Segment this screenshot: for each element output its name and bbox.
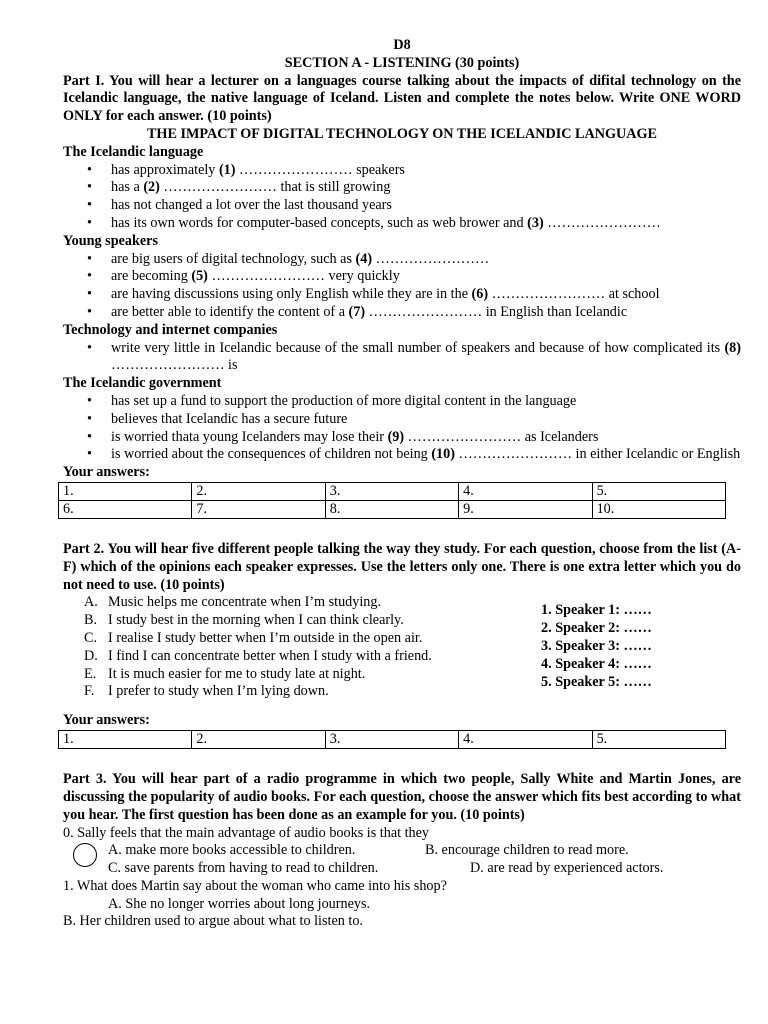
option-letter: E. (84, 665, 97, 682)
list-item (111, 429, 741, 447)
question-0: 0. Sally feels that the main advantage of audio books is that they (63, 824, 430, 841)
option-letter: A. (84, 594, 98, 611)
list-item (84, 683, 524, 701)
option-text: Music helps me concentrate when I’m studying. (108, 594, 382, 611)
notes-heading: Young speakers (63, 232, 158, 249)
answer-blank[interactable]: …………………… (547, 214, 661, 231)
note-text: speakers (352, 161, 405, 178)
option-text: I find I can concentrate better when I study with a friend. (108, 647, 432, 664)
note-text: as Icelanders (521, 428, 599, 445)
answer-blank[interactable]: …………………… (491, 286, 606, 303)
answer-cell[interactable]: 3. (325, 482, 458, 500)
notes-list (63, 340, 741, 376)
note-text: write very little in Icelandic because of the small number of speakers and because of how complicated its (111, 339, 725, 356)
note-text: are better able to identify the content of a (111, 303, 349, 320)
list-item (111, 179, 741, 197)
blank-number: (7) (348, 303, 366, 320)
note-text: that is still growing (276, 179, 391, 196)
note-text: are becoming (111, 268, 192, 285)
part2-answer-table (58, 730, 726, 749)
answer-blank[interactable]: …………………… (111, 357, 225, 374)
option-a[interactable]: A. make more books accessible to children. (108, 842, 356, 859)
blank-number: (8) (724, 339, 741, 356)
blank-number: (6) (471, 286, 489, 303)
answer-blank[interactable]: …………………… (239, 161, 353, 178)
note-text: is worried about the consequences of children not being (111, 446, 432, 463)
answer-blank[interactable]: …………………… (375, 250, 490, 267)
speaker-answer[interactable]: 4. Speaker 4: …… (541, 655, 652, 672)
list-item (84, 594, 524, 612)
answer-cell[interactable]: 1. (59, 731, 192, 749)
speaker-answer-list (541, 602, 652, 691)
answer-cell[interactable]: 5. (592, 731, 725, 749)
answer-cell[interactable]: 3. (325, 731, 458, 749)
answer-cell[interactable]: 10. (592, 500, 725, 518)
note-text: is (224, 357, 238, 374)
answer-cell[interactable]: 6. (59, 500, 192, 518)
option-b[interactable]: B. encourage children to read more. (425, 842, 629, 859)
blank-number: (1) (218, 161, 236, 178)
table-row (59, 731, 726, 749)
answer-cell[interactable]: 2. (192, 731, 325, 749)
answer-cell[interactable]: 4. (459, 731, 592, 749)
list-item (111, 215, 741, 233)
option-letter: B. (84, 612, 98, 629)
note-text: has its own words for computer-based concepts, such as web brower and (111, 214, 528, 231)
notes-heading: Technology and internet companies (63, 321, 278, 338)
list-item (111, 197, 741, 215)
note-text: in English than Icelandic (482, 303, 628, 320)
answer-blank[interactable]: …………………… (458, 446, 572, 463)
question-1: 1. What does Martin say about the woman who came into his shop? (63, 877, 447, 894)
speaker-answer[interactable]: 5. Speaker 5: …… (541, 673, 652, 690)
answer-cell[interactable]: 8. (325, 500, 458, 518)
part1-title: THE IMPACT OF DIGITAL TECHNOLOGY ON THE ICELANDIC LANGUAGE (146, 125, 658, 142)
part2-instruction: Part 2. You will hear five different people talking the way they study. For each question, choose from the list (A-F) which of the opinions each speaker expresses. Use the letters only one. There is one extra letter which you do not need to use. (10 points) (63, 540, 741, 593)
list-item (111, 411, 741, 429)
option-b[interactable]: B. Her children used to argue about what to listen to. (63, 913, 363, 930)
answer-blank[interactable]: …………………… (211, 268, 325, 285)
notes-list (63, 251, 741, 322)
option-d[interactable]: D. are read by experienced actors. (470, 860, 664, 877)
list-item (111, 446, 741, 464)
notes-heading: The Icelandic language (63, 143, 204, 160)
note-text: are big users of digital technology, such as (111, 250, 356, 267)
option-text: I realise I study better when I’m outside in the open air. (108, 629, 423, 646)
part1-instruction: Part I. You will hear a lecturer on a languages course talking about the impacts of difital technology on the Icelandic language, the native language of Iceland. Listen and complete the notes below. Write ONE WORD ONLY for each answer. (10 points) (63, 72, 741, 125)
list-item (84, 630, 524, 648)
answer-cell[interactable]: 5. (592, 482, 725, 500)
note-text: at school (605, 286, 660, 303)
question-0-options (63, 842, 741, 878)
part2-options (84, 594, 524, 701)
answer-cell[interactable]: 4. (459, 482, 592, 500)
table-row (59, 482, 726, 500)
blank-number: (4) (355, 250, 373, 267)
answer-cell[interactable]: 2. (192, 482, 325, 500)
note-text: very quickly (324, 268, 400, 285)
part2-body (63, 594, 741, 712)
note-text: believes that Icelandic has a secure future (111, 410, 348, 427)
list-item (111, 286, 741, 304)
option-letter: F. (84, 683, 95, 700)
answer-cell[interactable]: 1. (59, 482, 192, 500)
list-item (111, 268, 741, 286)
option-letter: C. (84, 629, 98, 646)
exam-code: D8 (393, 37, 411, 53)
option-a[interactable]: A. She no longer worries about long journeys. (108, 895, 371, 912)
option-letter: D. (84, 647, 98, 664)
part2-answers-label: Your answers: (63, 712, 150, 729)
note-text: has set up a fund to support the production of more digital content in the language (111, 392, 577, 409)
option-text: It is much easier for me to study late at night. (108, 665, 366, 682)
option-text: I study best in the morning when I can think clearly. (108, 612, 404, 629)
part1-answer-table (58, 482, 726, 519)
section-title: SECTION A - LISTENING (30 points) (284, 54, 520, 71)
part3-instruction: Part 3. You will hear part of a radio programme in which two people, Sally White and Martin Jones, are discussing the popularity of audio books. For each question, choose the answer which fits best according to what you hear. The first question has been done as an example for you. (10 points) (63, 771, 741, 823)
blank-number: (10) (431, 446, 455, 463)
list-item (111, 393, 741, 411)
list-item (84, 648, 524, 666)
list-item (111, 162, 741, 180)
note-text: has approximately (111, 161, 219, 178)
list-item (111, 304, 741, 322)
notes-list (63, 393, 741, 464)
option-row (63, 860, 741, 878)
note-text: in either Icelandic or English (572, 446, 741, 463)
table-row (59, 500, 726, 518)
blank-number: (2) (143, 179, 160, 196)
option-row (63, 842, 741, 860)
speaker-answer[interactable]: 3. Speaker 3: …… (541, 637, 652, 654)
blank-number: (3) (527, 214, 544, 231)
part1-answers-label: Your answers: (63, 464, 150, 481)
blank-number: (5) (191, 268, 208, 285)
notes-list (63, 162, 741, 233)
answer-cell[interactable]: 7. (192, 500, 325, 518)
option-text: I prefer to study when I’m lying down. (108, 683, 329, 700)
part1-notes (63, 144, 741, 464)
option-c[interactable]: C. save parents from having to read to children. (108, 860, 379, 877)
note-text: are having discussions using only English while they are in the (111, 286, 472, 303)
answer-blank[interactable]: …………………… (163, 179, 277, 196)
list-item (111, 340, 741, 376)
exam-page (63, 37, 741, 931)
answer-blank[interactable]: …………………… (368, 303, 483, 320)
speaker-answer[interactable]: 2. Speaker 2: …… (541, 620, 652, 637)
list-item (84, 666, 524, 684)
answer-cell[interactable]: 9. (459, 500, 592, 518)
answer-blank[interactable]: …………………… (407, 428, 522, 445)
blank-number: (9) (387, 428, 405, 445)
note-text: has not changed a lot over the last thousand years (111, 197, 392, 214)
notes-heading: The Icelandic government (63, 375, 222, 392)
speaker-answer[interactable]: 1. Speaker 1: …… (541, 602, 652, 619)
note-text: has a (111, 179, 144, 196)
note-text: is worried thata young Icelanders may lose their (111, 428, 388, 445)
list-item (111, 251, 741, 269)
list-item (84, 612, 524, 630)
